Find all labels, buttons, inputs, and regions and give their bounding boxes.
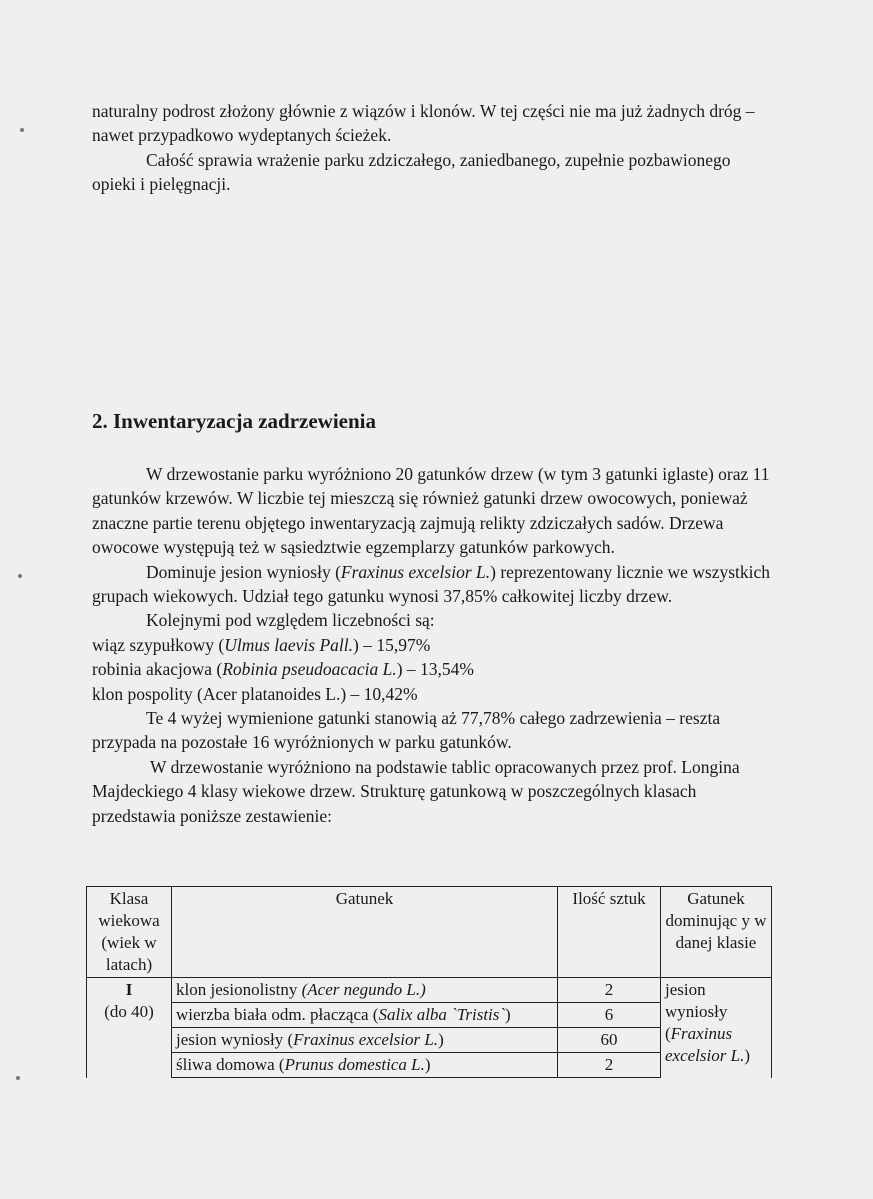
header-class: Klasa wiekowa (wiek w latach) <box>87 887 172 978</box>
list-item: klon pospolity (Acer platanoides L.) – 10,42% <box>92 683 418 704</box>
table-header-row <box>87 887 772 978</box>
list-item: wiąz szypułkowy (Ulmus laevis Pall.) – 15,97% <box>92 634 431 655</box>
scan-speck <box>18 574 22 578</box>
species-cell: wierzba biała odm. płacząca (Salix alba `Tristis`) <box>172 1003 558 1028</box>
count-cell: 2 <box>558 978 661 1003</box>
table-row <box>87 978 772 1003</box>
section-heading: 2. Inwentaryzacja zadrzewienia <box>92 409 377 433</box>
list-item: robinia akacjowa (Robinia pseudoacacia L.) – 13,54% <box>92 659 474 680</box>
count-cell: 2 <box>558 1053 661 1078</box>
header-count: Ilość sztuk <box>558 887 661 978</box>
top-text <box>92 99 772 197</box>
paragraph: Kolejnymi pod względem liczebności są: <box>146 610 435 631</box>
count-cell: 6 <box>558 1003 661 1028</box>
class-roman: I <box>125 980 133 999</box>
species-cell: śliwa domowa (Prunus domestica L.) <box>172 1053 558 1078</box>
species-cell: klon jesionolistny (Acer negundo L.) <box>172 978 558 1003</box>
count-cell: 60 <box>558 1028 661 1053</box>
class-range: (do 40) <box>104 1002 154 1021</box>
paragraph: Te 4 wyżej wymienione gatunki stanowią aż 77,78% całego zadrzewienia – reszta przypada na pozostałe 16 wyróżnionych w parku gatunków. <box>92 708 721 753</box>
header-dominant: Gatunek dominując y w danej klasie <box>661 887 772 978</box>
scan-speck <box>20 128 24 132</box>
section-body <box>92 462 772 828</box>
paragraph: W drzewostanie wyróżniono na podstawie tablic opracowanych przez prof. Longina Majdeckiego 4 klasy wiekowe drzew. Strukturę gatunkową w poszczególnych klasach przedstawia poniższe zestawienie: <box>92 756 740 826</box>
class-cell <box>87 978 172 1078</box>
paragraph: Dominuje jesion wyniosły (Fraxinus excelsior L.) reprezentowany licznie we wszystkich grupach wiekowych. Udział tego gatunku wynosi 37,85% całkowitej liczby drzew. <box>92 561 771 607</box>
paragraph: naturalny podrost złożony głównie z wiązów i klonów. W tej części nie ma już żadnych dróg – nawet przypadkowo wydeptanych ścieżek. <box>92 101 755 146</box>
species-table <box>86 886 772 1078</box>
species-cell: jesion wyniosły (Fraxinus excelsior L.) <box>172 1028 558 1053</box>
paragraph: Całość sprawia wrażenie parku zdziczałego, zaniedbanego, zupełnie pozbawionego opieki i pielęgnacji. <box>92 149 731 195</box>
header-species: Gatunek <box>172 887 558 978</box>
scan-speck <box>16 1076 20 1080</box>
dominant-cell: jesion wyniosły (Fraxinus excelsior L.) <box>661 978 772 1078</box>
paragraph: W drzewostanie parku wyróżniono 20 gatunków drzew (w tym 3 gatunki iglaste) oraz 11 gatunków krzewów. W liczbie tej mieszczą się również gatunki drzew owocowych, ponieważ znaczne partie terenu objętego inwentaryzacją zajmują relikty zdziczałych sadów. Drzewa owocowe występują też w sąsiedztwie egzemplarzy gatunków parkowych. <box>92 464 770 558</box>
